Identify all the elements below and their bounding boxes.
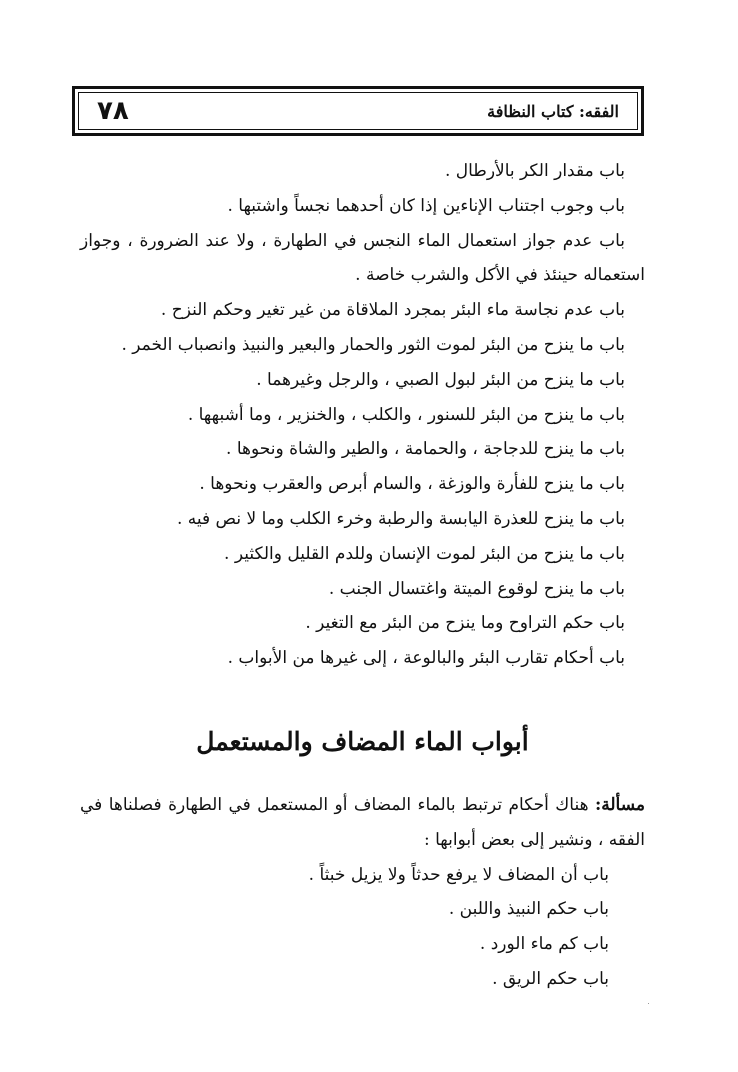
masala-paragraph <box>80 788 645 823</box>
section-body <box>80 788 645 997</box>
masala-continuation: الفقه ، ونشير إلى بعض أبوابها : <box>423 829 645 850</box>
chapter-line: باب أحكام تقارب البئر والبالوعة ، إلى غيرها من الأبواب . <box>227 648 625 669</box>
section-item: باب حكم النبيذ واللبن . <box>448 899 609 920</box>
chapter-line: باب مقدار الكر بالأرطال . <box>444 161 625 181</box>
chapter-line: باب ما ينزح من البئر للسنور ، والكلب ، والخنزير ، وما أشبهها . <box>187 404 625 425</box>
section-heading: أبواب الماء المضاف والمستعمل <box>196 727 529 756</box>
section-item: باب أن المضاف لا يرفع حدثاً ولا يزيل خبثاً . <box>308 864 609 885</box>
chapter-line: باب حكم التراوح وما ينزح من البئر مع التغير . <box>305 613 625 634</box>
chapter-line-continuation: استعماله حينئذ في الأكل والشرب خاصة . <box>355 265 645 286</box>
chapter-list <box>80 154 645 676</box>
header-frame <box>72 86 644 136</box>
chapter-line: باب ما ينزح للعذرة اليابسة والرطبة وخرء الكلب وما لا نص فيه . <box>176 508 625 529</box>
chapter-line: باب ما ينزح لوقوع الميتة واغتسال الجنب . <box>328 578 625 599</box>
running-title: الفقه: كتاب النظافة <box>487 101 619 121</box>
page-number: ٧٨ <box>97 96 129 126</box>
section-item: باب كم ماء الورد . <box>479 934 609 955</box>
chapter-line: باب ما ينزح للفأرة والوزغة ، والسام أبرص والعقرب ونحوها . <box>199 474 625 495</box>
section-item: باب حكم الريق . <box>492 968 609 989</box>
masala-text: هناك أحكام ترتبط بالماء المضاف أو المستعمل في الطهارة فصلناها في <box>80 795 589 815</box>
chapter-line: باب ما ينزح من البئر لبول الصبي ، والرجل وغيرهما . <box>256 369 625 390</box>
chapter-line: باب ما ينزح للدجاجة ، والحمامة ، والطير والشاة ونحوها . <box>226 439 625 460</box>
chapter-line: باب عدم جواز استعمال الماء النجس في الطهارة ، ولا عند الضرورة ، وجواز <box>80 230 625 251</box>
chapter-line: باب ما ينزح من البئر لموت الإنسان وللدم القليل والكثير . <box>224 543 625 564</box>
section-items <box>80 858 645 997</box>
chapter-line: باب عدم نجاسة ماء البئر بمجرد الملاقاة من غير تغير وحكم النزح . <box>160 300 625 321</box>
header-inner <box>78 92 638 130</box>
chapter-line: باب ما ينزح من البئر لموت الثور والحمار والبعير والنبيذ وانصباب الخمر . <box>121 334 625 355</box>
chapter-line: باب وجوب اجتناب الإناءين إذا كان أحدهما نجساً واشتبها . <box>227 195 625 216</box>
scan-speck <box>648 1003 649 1004</box>
masala-label: مسألة: <box>594 795 646 815</box>
